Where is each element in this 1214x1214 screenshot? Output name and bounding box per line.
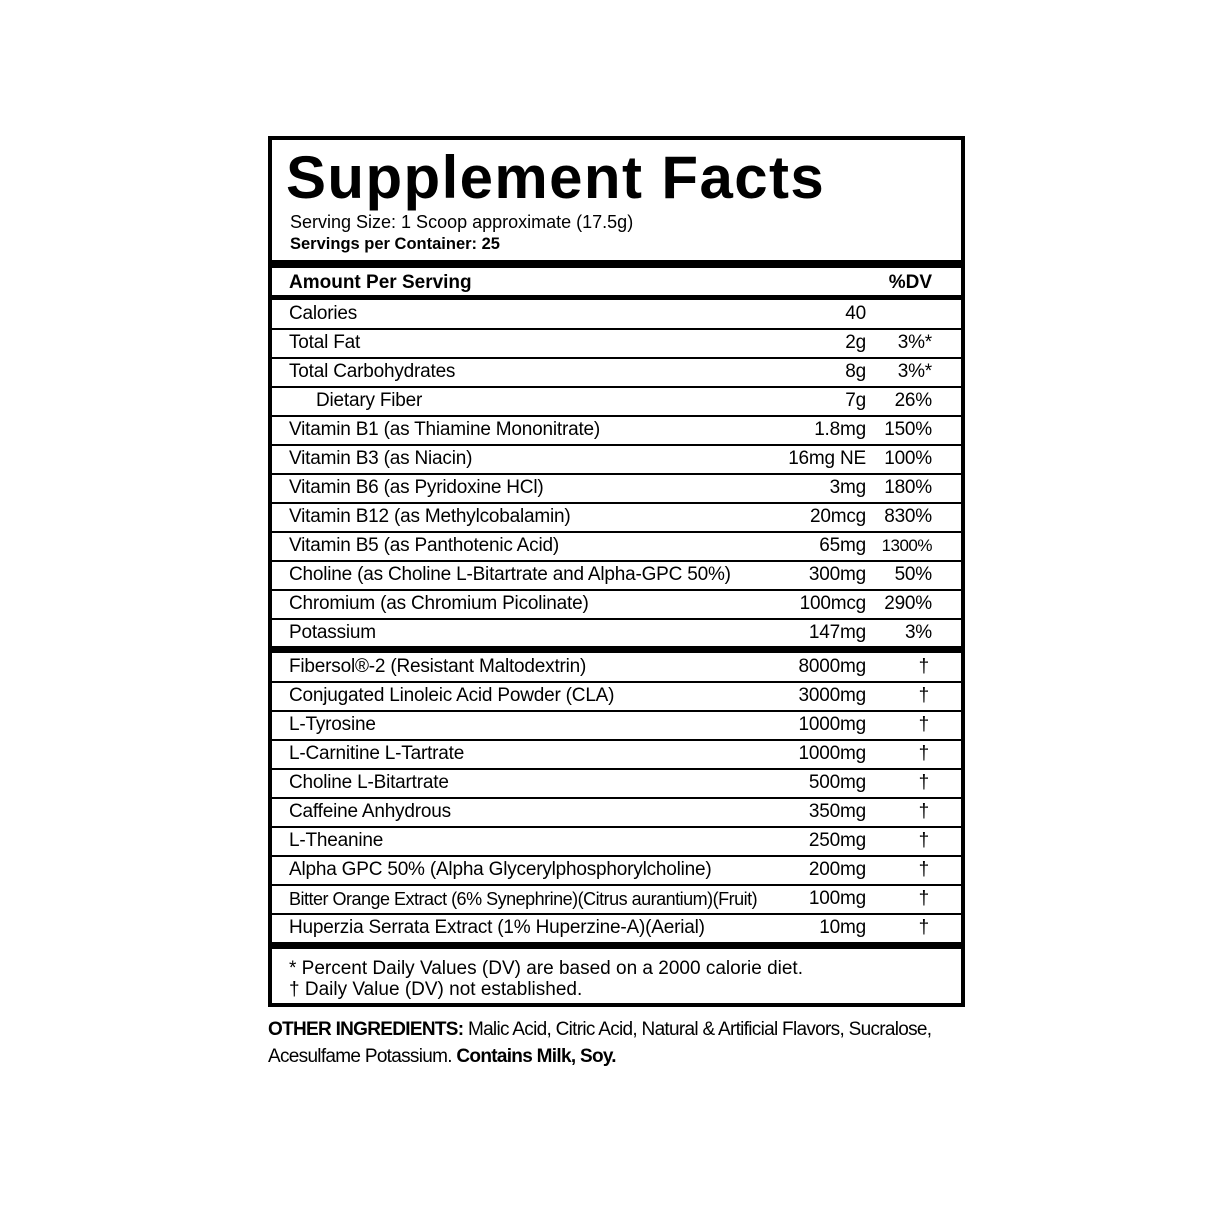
panel-title: Supplement Facts <box>286 144 826 211</box>
nutrient-row-amount: 16mg NE <box>788 448 866 469</box>
allergen-statement: Contains Milk, Soy. <box>456 1046 616 1067</box>
nutrient-row-name: Dietary Fiber <box>316 390 423 411</box>
nutrient-row-amount: 8g <box>845 361 866 382</box>
ingredient-row-amount: 1000mg <box>798 743 866 764</box>
ingredient-row-amount: 500mg <box>808 772 866 793</box>
ingredient-row-name: L-Tyrosine <box>289 714 376 735</box>
ingredient-row <box>272 740 961 769</box>
other-ingredients <box>268 1016 988 1070</box>
nutrient-row <box>272 445 961 474</box>
ingredient-row-name: Fibersol®-2 (Resistant Maltodextrin) <box>289 656 587 677</box>
nutrient-row-name: Vitamin B3 (as Niacin) <box>289 448 473 469</box>
ingredient-row-amount: 350mg <box>808 801 866 822</box>
supplement-facts-panel <box>268 136 965 1007</box>
ingredient-row-amount: 8000mg <box>798 656 866 677</box>
other-ingredients-text-2: Acesulfame Potassium. <box>268 1046 457 1067</box>
other-ingredients-text-1: Malic Acid, Citric Acid, Natural & Artificial Flavors, Sucralose, <box>463 1019 932 1040</box>
ingredient-row-dv: † <box>918 772 929 793</box>
ingredient-row-amount: 100mg <box>808 888 866 909</box>
nutrient-row <box>272 474 961 503</box>
ingredient-row-amount: 1000mg <box>798 714 866 735</box>
nutrient-row-amount: 1.8mg <box>814 419 866 440</box>
serving-size: Serving Size: 1 Scoop approximate (17.5g) <box>290 212 634 232</box>
ingredient-row-amount: 250mg <box>808 830 866 851</box>
nutrient-row-dv: 26% <box>894 390 932 411</box>
nutrient-row-dv: 50% <box>894 564 932 585</box>
ingredient-row-dv: † <box>918 714 929 735</box>
dv-header: %DV <box>888 272 932 293</box>
servings-per-container: Servings per Container: 25 <box>290 235 500 253</box>
nutrient-row <box>272 329 961 358</box>
ingredient-row <box>272 711 961 740</box>
nutrient-row-amount: 2g <box>845 332 866 353</box>
nutrient-row <box>272 300 961 329</box>
nutrient-row-amount: 3mg <box>829 477 866 498</box>
nutrient-row-amount: 20mcg <box>809 506 866 527</box>
ingredient-row-name: L-Theanine <box>289 830 384 851</box>
nutrient-row-dv: 830% <box>884 506 932 527</box>
ingredient-row-name: L-Carnitine L-Tartrate <box>289 743 465 764</box>
ingredient-row <box>272 682 961 711</box>
nutrient-row-name: Calories <box>289 303 358 324</box>
ingredient-row-dv: † <box>918 859 929 880</box>
ingredient-row <box>272 769 961 798</box>
ingredient-row-dv: † <box>918 830 929 851</box>
thick-divider <box>272 942 961 949</box>
ingredient-row-amount: 10mg <box>819 917 866 938</box>
nutrient-row <box>272 503 961 532</box>
nutrient-row-name: Potassium <box>289 622 376 643</box>
nutrient-row <box>272 358 961 387</box>
nutrient-row-name: Vitamin B6 (as Pyridoxine HCl) <box>289 477 544 498</box>
thick-divider <box>272 646 961 653</box>
ingredient-row-name: Alpha GPC 50% (Alpha Glycerylphosphorylcholine) <box>289 859 712 880</box>
ingredient-row <box>272 885 961 914</box>
nutrient-row-amount: 300mg <box>808 564 866 585</box>
footnote-percent-dv: * Percent Daily Values (DV) are based on a 2000 calorie diet. <box>289 958 803 979</box>
ingredient-row-dv: † <box>918 656 929 677</box>
nutrient-row-amount: 147mg <box>808 622 866 643</box>
nutrient-row <box>272 561 961 590</box>
nutrient-row <box>272 416 961 445</box>
ingredient-row-dv: † <box>918 685 929 706</box>
nutrient-row-name: Vitamin B12 (as Methylcobalamin) <box>289 506 571 527</box>
nutrient-row-dv: 3% <box>904 622 932 643</box>
nutrient-row-amount: 40 <box>845 303 866 324</box>
thick-divider <box>272 260 961 268</box>
ingredient-row-dv: † <box>918 801 929 822</box>
nutrient-row-amount: 65mg <box>819 535 866 556</box>
nutrient-row-name: Total Fat <box>289 332 361 353</box>
nutrient-row-name: Total Carbohydrates <box>289 361 456 382</box>
other-ingredients-heading: OTHER INGREDIENTS: <box>268 1019 464 1040</box>
nutrient-row-dv: 100% <box>884 448 932 469</box>
nutrient-row-amount: 100mcg <box>799 593 866 614</box>
ingredient-row-amount: 200mg <box>808 859 866 880</box>
ingredient-row-name: Bitter Orange Extract (6% Synephrine)(Citrus aurantium)(Fruit) <box>289 889 758 909</box>
nutrient-row-name: Choline (as Choline L-Bitartrate and Alpha-GPC 50%) <box>289 564 731 585</box>
nutrient-row-dv: 1300% <box>881 536 932 555</box>
amount-per-serving-header: Amount Per Serving <box>289 272 472 293</box>
ingredient-row <box>272 653 961 682</box>
ingredient-row <box>272 827 961 856</box>
ingredient-row-amount: 3000mg <box>798 685 866 706</box>
ingredient-row-dv: † <box>918 743 929 764</box>
nutrient-row-name: Vitamin B1 (as Thiamine Mononitrate) <box>289 419 601 440</box>
ingredient-row-name: Caffeine Anhydrous <box>289 801 451 822</box>
footnote-dagger: † Daily Value (DV) not established. <box>289 979 583 1000</box>
nutrient-row <box>272 619 961 648</box>
ingredient-row <box>272 914 961 943</box>
nutrient-row <box>272 532 961 561</box>
nutrient-row-name: Vitamin B5 (as Panthotenic Acid) <box>289 535 559 556</box>
nutrient-row-amount: 7g <box>845 390 866 411</box>
ingredient-row <box>272 798 961 827</box>
nutrient-row-dv: 3%* <box>897 332 932 353</box>
nutrient-row <box>272 590 961 619</box>
nutrient-row-dv: 180% <box>884 477 932 498</box>
ingredient-row-name: Conjugated Linoleic Acid Powder (CLA) <box>289 685 615 706</box>
nutrient-row-dv: 290% <box>884 593 932 614</box>
nutrient-row-dv: 3%* <box>897 361 932 382</box>
ingredient-row-dv: † <box>918 888 929 909</box>
nutrient-row-name: Chromium (as Chromium Picolinate) <box>289 593 589 614</box>
nutrient-row <box>272 387 961 416</box>
ingredient-row-name: Choline L-Bitartrate <box>289 772 449 793</box>
ingredient-row-name: Huperzia Serrata Extract (1% Huperzine-A)(Aerial) <box>289 917 705 938</box>
ingredient-row <box>272 856 961 885</box>
nutrient-row-dv: 150% <box>884 419 932 440</box>
ingredient-row-dv: † <box>918 917 929 938</box>
